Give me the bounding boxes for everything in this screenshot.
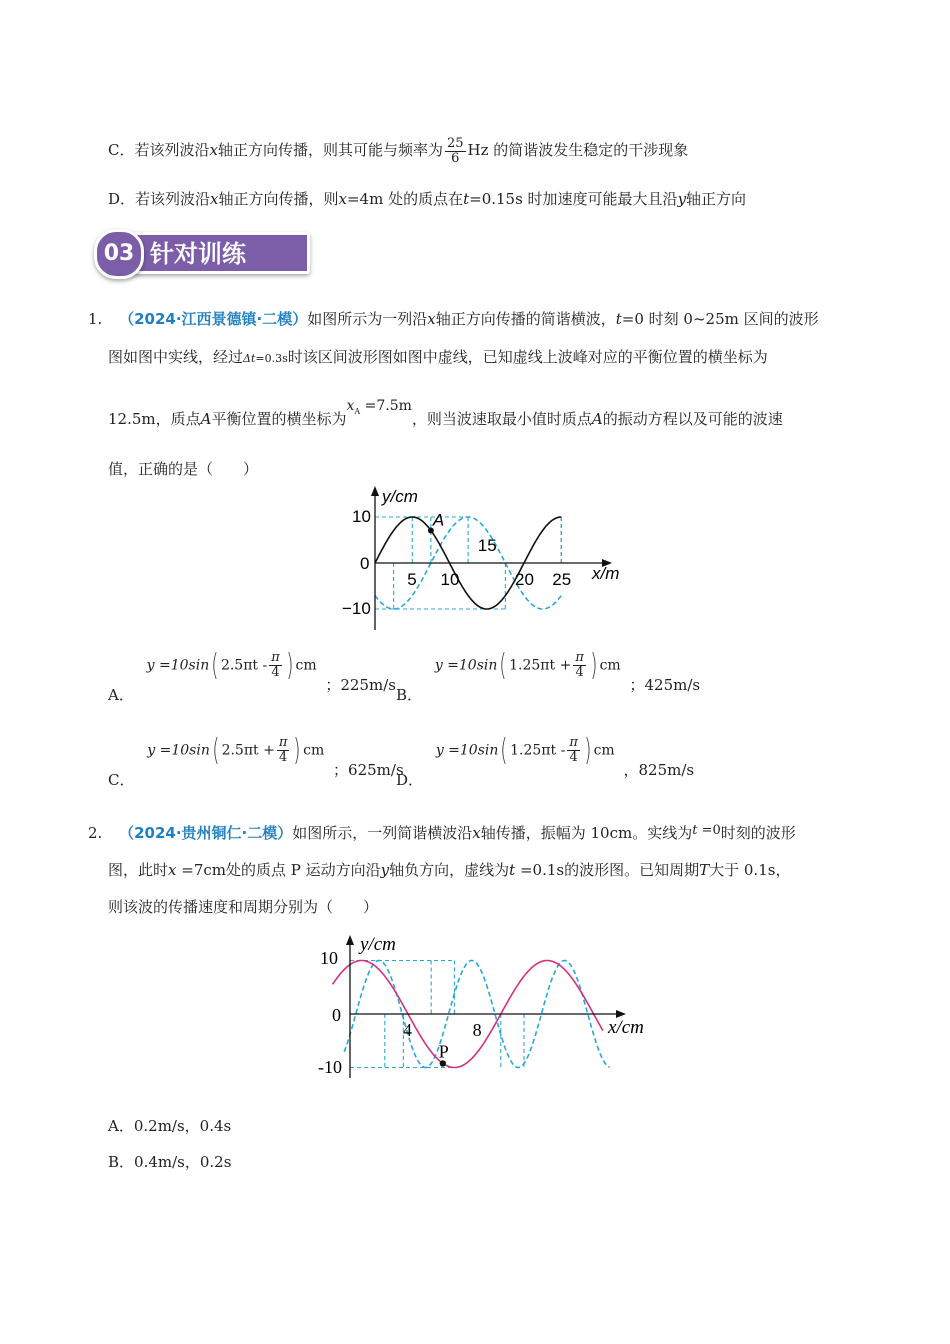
text: D．若该列波沿 bbox=[108, 190, 211, 208]
eq-inner: 1.25πt - bbox=[510, 742, 566, 759]
x-tick-label: 5 bbox=[407, 570, 417, 589]
section-title: 针对训练 bbox=[150, 240, 246, 268]
option-speed: ；625m/s bbox=[333, 760, 404, 779]
text: =4m 处的质点在 bbox=[346, 190, 464, 208]
text: =0 bbox=[701, 823, 721, 838]
fraction-num: π bbox=[575, 650, 584, 665]
y-tick-zero: 0 bbox=[360, 554, 370, 573]
eq-inner: 2.5πt - bbox=[220, 657, 268, 674]
q2-wave-graph bbox=[310, 930, 660, 1080]
q2-line2 bbox=[108, 859, 790, 880]
q2-option-b[interactable] bbox=[108, 1151, 231, 1172]
text: 平衡位置的横坐标为 bbox=[211, 410, 347, 428]
var: x bbox=[210, 190, 219, 208]
q1-line1 bbox=[88, 308, 819, 329]
text: 处的质点 P 运动方向沿 bbox=[226, 861, 381, 879]
text: ，则当波速取最小值时质点 bbox=[411, 410, 592, 428]
x-tick-label: 4 bbox=[403, 1020, 412, 1040]
question-number: 1. bbox=[88, 310, 103, 328]
q1-line3 bbox=[108, 398, 783, 430]
q1-option-b[interactable] bbox=[396, 648, 701, 704]
x-tick-label: 15 bbox=[477, 536, 497, 555]
paren-open: ( bbox=[212, 733, 220, 768]
option-equation bbox=[435, 648, 621, 683]
text: 如图所示，一列简谐横波沿 bbox=[292, 824, 473, 842]
text: 图如图中实线，经过 bbox=[108, 348, 244, 366]
var: y bbox=[380, 861, 390, 879]
option-speed: ，825m/s bbox=[623, 760, 695, 779]
text: 轴负方向，虚线为 bbox=[389, 861, 510, 879]
text: =0.15s 时加速度可能最大且沿 bbox=[469, 190, 678, 208]
var: t bbox=[509, 861, 516, 879]
x-tick-label: 20 bbox=[515, 570, 534, 589]
paren-open: ( bbox=[499, 648, 507, 683]
q1-option-d[interactable] bbox=[396, 733, 695, 789]
q1-option-a[interactable] bbox=[108, 648, 396, 704]
text: 轴正方向传播的简谐横波， bbox=[435, 310, 616, 328]
y-axis-label: y/cm bbox=[360, 934, 396, 955]
y-tick-top: 10 bbox=[352, 507, 371, 526]
fraction-den: 4 bbox=[278, 750, 288, 765]
question-source: （2024·江西景德镇·二模） bbox=[119, 310, 308, 328]
text: =7cm bbox=[181, 861, 227, 879]
paren-close: ) bbox=[293, 733, 301, 768]
option-d-prev bbox=[108, 188, 746, 209]
x-tick-label: 25 bbox=[552, 570, 572, 589]
paren-open: ( bbox=[500, 733, 508, 768]
text: C．若该列波沿 bbox=[108, 141, 210, 159]
text: 的振动方程以及可能的波速 bbox=[602, 410, 783, 428]
fraction-den: 4 bbox=[575, 665, 584, 680]
text: 12.5m，质点 bbox=[108, 410, 201, 428]
y-tick-bottom: -10 bbox=[318, 1057, 342, 1077]
var: x bbox=[346, 398, 355, 414]
eq-prefix: y =10sin bbox=[435, 742, 499, 759]
eq-unit: cm bbox=[599, 657, 621, 674]
text: 值，正确的是（ ） bbox=[108, 460, 259, 478]
text: =0.1s bbox=[519, 861, 565, 879]
fraction-num: π bbox=[271, 650, 280, 665]
eq-inner: 1.25πt + bbox=[509, 657, 572, 674]
fraction-num: 25 bbox=[446, 135, 464, 151]
q1-line2 bbox=[108, 346, 768, 367]
var: x bbox=[427, 310, 436, 328]
option-equation bbox=[147, 733, 324, 768]
section-banner bbox=[88, 226, 310, 274]
eq-unit: cm bbox=[593, 742, 615, 759]
var: y bbox=[677, 190, 687, 208]
text: 轴正方向 bbox=[686, 190, 747, 208]
option-text: A．0.2m/s，0.4s bbox=[108, 1117, 232, 1135]
x-axis-label: x/m bbox=[592, 564, 620, 583]
q2-line1 bbox=[88, 822, 796, 843]
paren-close: ) bbox=[286, 648, 294, 683]
text: =0.3s bbox=[255, 352, 288, 365]
var: x bbox=[472, 824, 481, 842]
text: 轴正方向传播，则 bbox=[218, 190, 339, 208]
eq-unit: cm bbox=[303, 742, 325, 759]
point-p-label: P bbox=[438, 1041, 449, 1062]
text: 的波形图。已知周期 bbox=[564, 861, 700, 879]
fraction-num: π bbox=[278, 735, 288, 750]
text: 图，此时 bbox=[108, 861, 169, 879]
var: t bbox=[463, 190, 470, 208]
var: x bbox=[338, 190, 347, 208]
y-axis-label: y/cm bbox=[382, 487, 418, 506]
eq-inner: 2.5πt + bbox=[221, 742, 275, 759]
text: 时该区间波形图如图中虚线，已知虚线上波峰对应的平衡位置的横坐标为 bbox=[287, 348, 768, 366]
var: A bbox=[591, 410, 603, 428]
text: 如图所示为一列沿 bbox=[307, 310, 428, 328]
section-number: 03 bbox=[94, 229, 144, 279]
text: =7.5m bbox=[364, 398, 412, 414]
var: Δt bbox=[243, 352, 256, 365]
fraction-den: 4 bbox=[569, 750, 578, 765]
x-tick-label: 10 bbox=[440, 570, 460, 589]
option-equation bbox=[436, 733, 615, 768]
text: 则该波的传播速度和周期分别为（ ） bbox=[108, 898, 379, 916]
option-label: C． bbox=[108, 770, 135, 789]
question-number: 2. bbox=[88, 824, 103, 842]
text: 轴正方向传播，则其可能与频率为 bbox=[217, 141, 443, 159]
eq-unit: cm bbox=[295, 657, 317, 674]
fraction bbox=[567, 736, 580, 765]
q2-line3 bbox=[108, 896, 378, 917]
var: t bbox=[692, 823, 698, 838]
eq-prefix: y =10sin bbox=[434, 657, 498, 674]
option-label: A． bbox=[108, 685, 134, 704]
fraction-num: π bbox=[569, 735, 578, 750]
option-label: B． bbox=[396, 685, 423, 704]
x-axis-label: x/cm bbox=[608, 1017, 644, 1038]
t-eq bbox=[692, 823, 721, 838]
option-equation bbox=[147, 648, 317, 683]
var: t bbox=[615, 310, 622, 328]
paren-open: ( bbox=[211, 648, 219, 683]
text: 轴传播，振幅为 10cm。实线为 bbox=[480, 824, 693, 842]
y-arrow bbox=[346, 935, 354, 945]
q1-wave-graph bbox=[330, 482, 630, 632]
paren-close: ) bbox=[590, 648, 598, 683]
var: x bbox=[168, 861, 177, 879]
option-speed: ；425m/s bbox=[629, 675, 701, 694]
q1-option-c[interactable] bbox=[108, 733, 404, 789]
var: T bbox=[699, 861, 710, 879]
var-x: x bbox=[209, 141, 218, 159]
text: Hz 的简谐波发生稳定的干涉现象 bbox=[467, 141, 689, 159]
text: =0 时刻 0~25m 区间的波形 bbox=[621, 310, 819, 328]
y-tick-zero: 0 bbox=[332, 1005, 341, 1025]
fraction bbox=[277, 736, 290, 765]
point-a-label: A bbox=[432, 510, 445, 530]
eq-prefix: y =10sin bbox=[146, 657, 210, 674]
fraction bbox=[269, 651, 282, 680]
fraction-den: 6 bbox=[451, 150, 460, 166]
question-source: （2024·贵州铜仁·二模） bbox=[119, 824, 293, 842]
x-tick-label: 8 bbox=[472, 1020, 482, 1040]
q2-option-a[interactable] bbox=[108, 1115, 231, 1136]
paren-close: ) bbox=[584, 733, 592, 768]
eq-prefix: y =10sin bbox=[147, 742, 210, 759]
option-speed: ；225m/s bbox=[325, 675, 396, 694]
var: A bbox=[200, 410, 212, 428]
y-arrow bbox=[371, 486, 379, 496]
y-tick-top: 10 bbox=[320, 948, 338, 968]
fraction-den: 4 bbox=[271, 665, 280, 680]
option-text: B．0.4m/s，0.2s bbox=[108, 1153, 232, 1171]
q1-line4 bbox=[108, 458, 258, 479]
text: 大于 0.1s， bbox=[709, 861, 791, 879]
fraction bbox=[573, 651, 586, 680]
y-tick-bottom: −10 bbox=[342, 599, 371, 618]
option-label: D． bbox=[396, 770, 424, 789]
xa-eq bbox=[346, 398, 411, 414]
fraction bbox=[445, 137, 466, 166]
text: 时刻的波形 bbox=[720, 824, 796, 842]
subscript: A bbox=[354, 406, 361, 416]
option-c-prev bbox=[108, 128, 688, 172]
